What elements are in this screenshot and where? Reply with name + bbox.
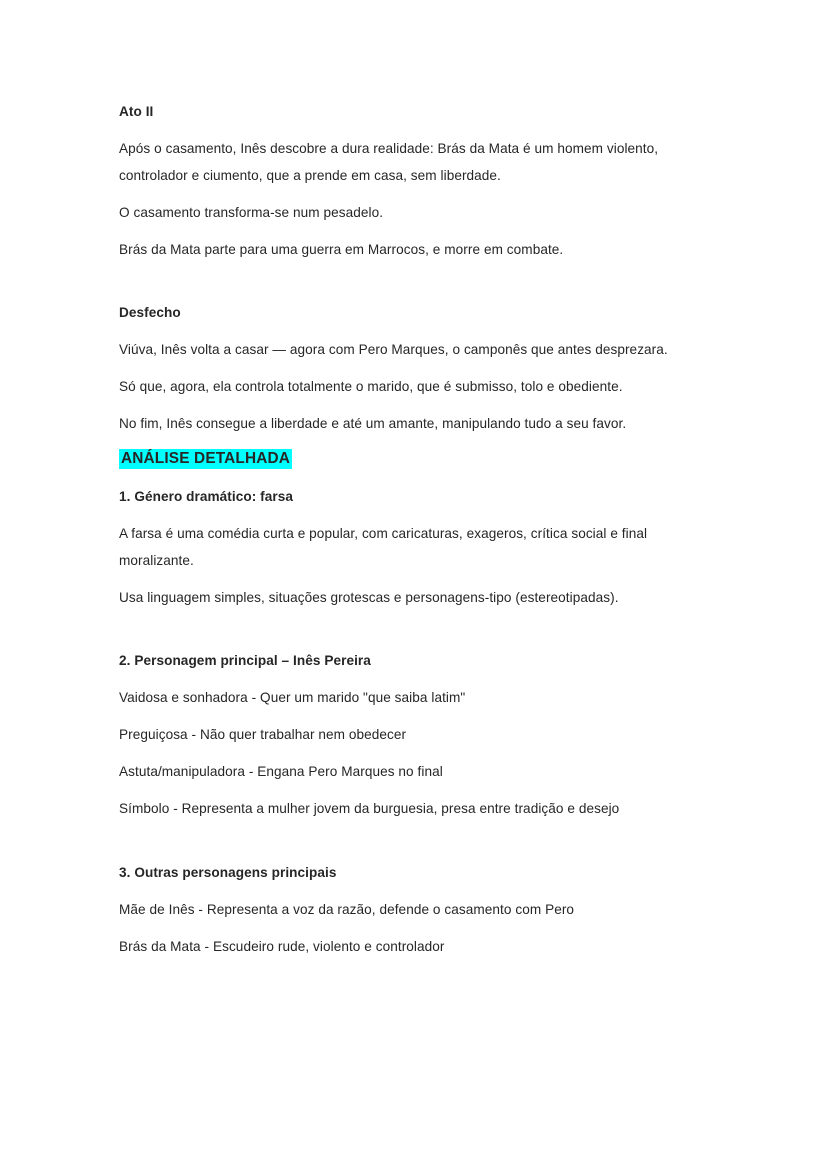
section-title-analise-detalhada xyxy=(119,448,703,470)
paragraph-ines-simbolo: Símbolo - Representa a mulher jovem da burguesia, presa entre tradição e desejo xyxy=(119,801,620,816)
paragraph-ines-preguicosa: Preguiçosa - Não quer trabalhar nem obedecer xyxy=(119,727,407,742)
paragraph-ines-vaidosa: Vaidosa e sonhadora - Quer um marido "que saiba latim" xyxy=(119,690,466,705)
heading-outras-personagens: 3. Outras personagens principais xyxy=(119,864,337,880)
heading-desfecho: Desfecho xyxy=(119,305,181,320)
paragraph-mae-de-ines: Mãe de Inês - Representa a voz da razão, defende o casamento com Pero xyxy=(119,901,575,917)
heading-personagem-principal: 2. Personagem principal – Inês Pereira xyxy=(119,653,371,668)
document-body xyxy=(119,99,703,971)
paragraph-farsa-1: A farsa é uma comédia curta e popular, com caricaturas, exageros, crítica social e final moralizante. xyxy=(119,526,648,568)
paragraph-ines-astuta: Astuta/manipuladora - Engana Pero Marques no final xyxy=(119,764,443,779)
paragraph-desfecho-3: No fim, Inês consegue a liberdade e até um amante, manipulando tudo a seu favor. xyxy=(119,416,627,431)
paragraph-bras-da-mata: Brás da Mata - Escudeiro rude, violento e controlador xyxy=(119,938,445,954)
paragraph-ato-ii-2: O casamento transforma-se num pesadelo. xyxy=(119,204,384,220)
paragraph-farsa-2: Usa linguagem simples, situações grotescas e personagens-tipo (estereotipadas). xyxy=(119,589,619,605)
paragraph-desfecho-2: Só que, agora, ela controla totalmente o marido, que é submisso, tolo e obediente. xyxy=(119,379,623,394)
paragraph-ato-ii-3: Brás da Mata parte para uma guerra em Marrocos, e morre em combate. xyxy=(119,241,564,257)
paragraph-desfecho-1: Viúva, Inês volta a casar — agora com Pero Marques, o camponês que antes desprezara. xyxy=(119,342,668,357)
heading-genero-dramatico: 1. Género dramático: farsa xyxy=(119,489,294,504)
highlighted-text: ANÁLISE DETALHADA xyxy=(121,450,291,467)
paragraph-ato-ii-1: Após o casamento, Inês descobre a dura realidade: Brás da Mata é um homem violento, controlador e ciumento, que a prende em casa, sem liberdade. xyxy=(119,141,659,183)
heading-ato-ii: Ato II xyxy=(119,104,154,119)
